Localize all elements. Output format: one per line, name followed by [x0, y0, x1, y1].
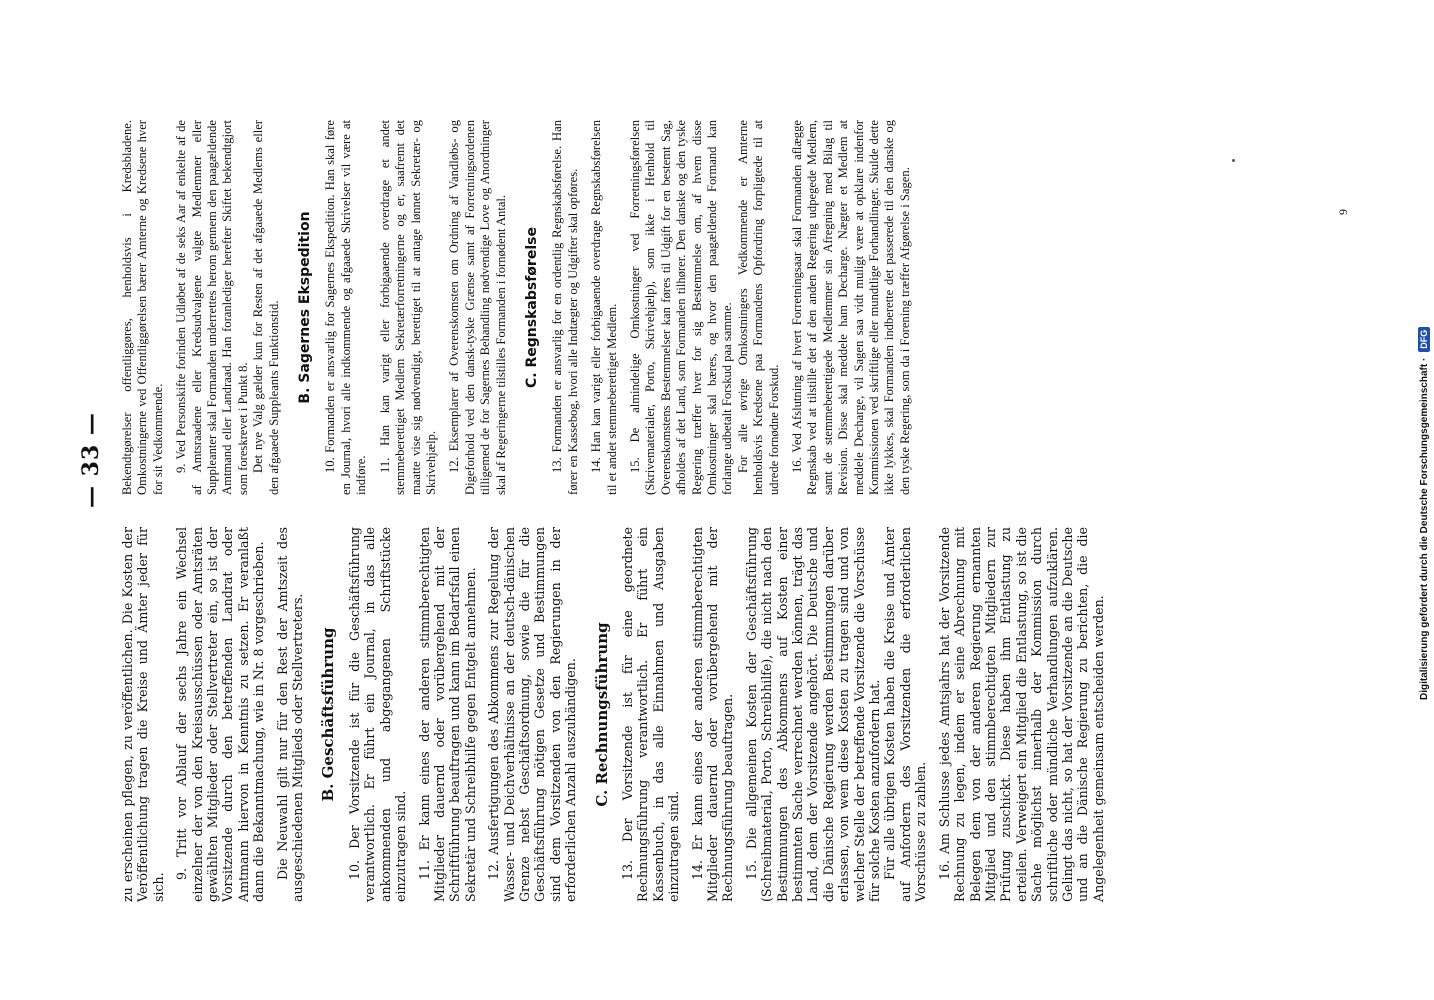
danish-paragraph-11: 11. Han kan varigt eller forbigaaende overdrage et andet stemmeberettiget Medlem Sekretærforretningerne og er, saafremt det maatte vise sig nødvendigt, berettiget til at antage lønnet Sekretær- og Skrivehjælp. — [377, 120, 438, 495]
danish-paragraph-9: 9. Ved Personskifte forinden Udløbet af de seks Aar af enkelte af de af Amtsraadene eller Kredsudvalgene valgte Medlemmer eller Suppleanter skal Formanden underrettes herom gennem den paagældende Amtmand eller Landraad. Han foranlediger herefter Skiftet bekendtgjort som foreskrevet i Punkt 8. — [174, 120, 250, 495]
speck-mark — [1232, 159, 1235, 162]
german-paragraph-11: 11. Er kann eines der anderen stimmberechtigten Mitglieder dauernd oder vorübergehend mit der Schriftführung beauftragen und kann im Bedarfsfall einen Sekretär und Schreibhilfe gegen Entgelt annehmen. — [416, 527, 478, 902]
german-heading-b: B. Geschäftsführung — [319, 627, 338, 802]
footer-number: 9 — [1336, 209, 1350, 215]
danish-paragraph-15: 15. De almindelige Omkostninger ved Forretningsførelsen (Skrivematerialer, Porto, Skrivehjælp), som ikke i Henhold til Overenskomstens Bestemmelser kan føres til Udgift for en bestemt Sag, afholdes af det Land, som Formanden tilhører. Den danske og den tyske Regering træffer hver for sig Bestemmelse om, af hvem disse Omkostninger skal bæres, og hvor den paagældende Formand kan forlange udbetalt Forskud paa samme. — [627, 120, 735, 495]
danish-paragraph-16: 16. Ved Afslutning af hvert Forretningsaar skal Formanden aflægge Regnskab ved at tilstille det af den anden Regering udpegede Medlem, samt de stemmeberettigede Medlemmer sin Afregning med Bilag til Revision. Disse skal meddele ham Decharge. Nægter et Medlem at meddele Decharge, vil Sagen saa vidt muligt være at opklare indenfor Kommissionen ved skriftlige eller mundtlige Forhandlinger. Skulde dette ikke lykkes, skal Formanden indberette det passerede til den danske og den tyske Regering, som da i Forening træffer Afgørelse i Sagen. — [790, 120, 912, 495]
danish-paragraph-9b: Det nye Valg gælder kun for Resten af det afgaaede Medlems eller den afgaaede Suppleants Funktionstid. — [251, 120, 281, 495]
german-paragraph-15b: Für alle übrigen Kosten haben die Kreise und Ämter auf Anfordern des Vorsitzenden die erforderlichen Vorschüsse zu zahlen. — [882, 527, 929, 902]
german-column — [120, 527, 1106, 902]
danish-heading-b: B. Sagernes Ekspedition — [297, 211, 314, 404]
danish-intro: Bekendtgørelser offentliggøres, henholdsvis i Kredsbladene. Omkostningerne ved Offentliggørelsen bærer Amterne og Kredsene hver for sit Vedkommende. — [120, 120, 165, 495]
danish-paragraph-15b: For alle øvrige Omkostningers Vedkommende er Amterne henholdsvis Kredsene paa Formandens Opfordring forpligtede til at udrede fornødne Forskud. — [735, 120, 781, 495]
german-heading-c: C. Rechnungsführung — [592, 622, 611, 807]
danish-column — [120, 120, 913, 495]
german-paragraph-9: 9. Tritt vor Ablauf der sechs Jahre ein Wechsel einzelner der von den Kreisausschüssen oder Amtsräten gewählten Mitglieder oder Stellvertreter ein, so ist der Vorsitzende durch den betreffenden Landrat oder Amtmann hiervon in Kenntnis zu setzen. Er veranlaßt dann die Bekanntmachung, wie in Nr. 8 vorgeschrieben. — [174, 527, 267, 902]
credit-text: Digitalisierung gefördert durch die Deutsche Forschungsgemeinschaft · — [1418, 357, 1430, 700]
danish-heading-c: C. Regnskabsførelse — [523, 227, 540, 388]
page-number: — 33 — — [78, 412, 104, 508]
german-paragraph-10: 10. Der Vorsitzende ist für die Geschäftsführung verantwortlich. Er führt ein Journal, in das alle ankommenden und abgegangenen Schriftstücke einzutragen sind. — [346, 527, 409, 902]
danish-paragraph-13: 13. Formanden er ansvarlig for en ordentlig Regnskabsførelse. Han fører en Kassebog, hvori alle Indtægter og Udgifter skal opføres. — [550, 120, 580, 495]
german-intro: zu erscheinen pflegen, zu veröffentlichen. Die Kosten der Veröffentlichung tragen die Kreise und Ämter jeder für sich. — [120, 527, 166, 902]
dfg-logo: DFG — [1418, 327, 1430, 352]
german-paragraph-15: 15. Die allgemeinen Kosten der Geschäftsführung (Schreibmaterial, Porto, Schreibhilfe), die nicht nach den Bestimmungen des Abkommens auf Kosten einer bestimmten Sache verrechnet werden können, trägt das Land, dem der Vorsitzende angehört. Die Deutsche und die Dänische Regierung werden Bestimmungen darüber erlassen, von wem diese Kosten zu tragen sind und von welcher Stelle der betreffende Vorsitzende die Vorschüsse für solche Kosten anzufordern hat. — [743, 527, 883, 902]
digitization-credit — [1418, 10, 1430, 700]
danish-paragraph-10: 10. Formanden er ansvarlig for Sagernes Ekspedition. Han skal føre en Journal, hvori alle indkommende og afgaaede Skrivelser vil være at indføre. — [323, 120, 369, 495]
german-paragraph-12: 12. Ausfertigungen des Abkommens zur Regelung der Wasser- und Deichverhältnisse an der deutsch-dänischen Grenze nebst Geschäftsordnung, sowie die für die Geschäftsführung nötigen Gesetze und Bestimmungen sind dem Vorsitzenden von den Regierungen in der erforderlichen Anzahl auszuhändigen. — [486, 527, 579, 902]
danish-paragraph-12: 12. Eksemplarer af Overenskomsten om Ordning af Vandløbs- og Digeforhold ved den dansk-tyske Grænse samt af Forretningsordenen tilligemed de for Sagernes Behandling nødvendige Love og Anordninger skal af Regeringerne tilstilles Formanden i fornødent Antal. — [447, 120, 508, 495]
german-paragraph-16: 16. Am Schlusse jedes Amtsjahrs hat der Vorsitzende Rechnung zu legen, indem er seine Abrechnung mit Belegen dem von der anderen Regierung ernannten Mitglied und den stimmberechtigten Mitgliedern zur Prüfung zuschickt. Diese haben ihm Entlastung zu erteilen. Verweigert ein Mitglied die Entlastung, so ist die Sache möglichst innerhalb der Kommission durch schriftliche oder mündliche Verhandlungen aufzuklären. Gelingt das nicht, so hat der Vorsitzende an die Deutsche und an die Dänische Regierung zu berichten, die die Angelegenheit gemeinsam entscheiden werden. — [936, 527, 1106, 902]
german-paragraph-14: 14. Er kann eines der anderen stimmberechtigten Mitglieder dauernd oder vorübergehend mit der Rechnungsführung beauftragen. — [689, 527, 736, 902]
german-paragraph-9b: Die Neuwahl gilt nur für den Rest der Amtszeit des ausgeschiedenen Mitglieds oder Stellvertreters. — [274, 527, 306, 902]
danish-paragraph-14: 14. Han kan varigt eller forbigaaende overdrage Regnskabsførelsen til et andet stemmeberettiget Medlem. — [589, 120, 619, 495]
german-paragraph-13: 13. Der Vorsitzende ist für eine geordnete Rechnungsführung verantwortlich. Er führt ein Kassenbuch, in das alle Einnahmen und Ausgaben einzutragen sind. — [619, 527, 682, 902]
